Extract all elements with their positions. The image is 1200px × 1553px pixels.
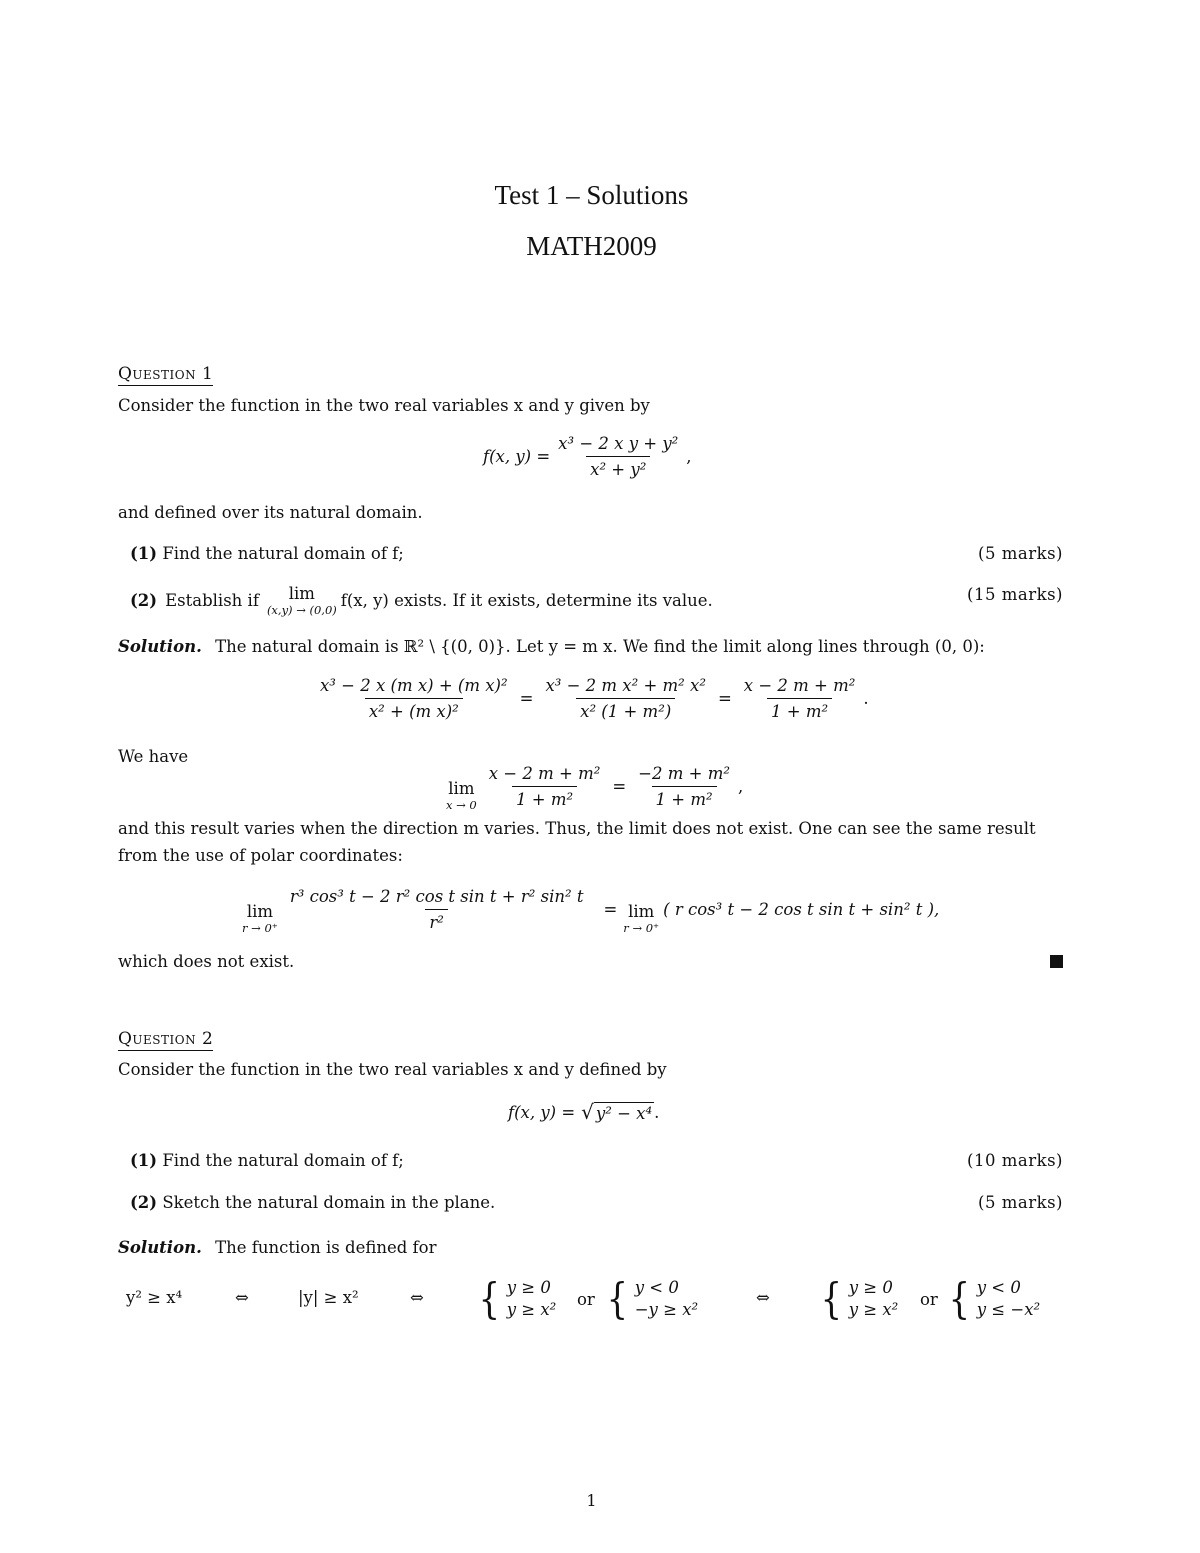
question2-part1 (130, 1151, 404, 1170)
part-text-post: f(x, y) exists. If it exists, determine its value. (340, 591, 713, 610)
limit-operator (623, 902, 659, 935)
equals-sign: = (519, 689, 534, 708)
chain-expr-2: |y| ≥ x² (298, 1288, 359, 1307)
equation-end: , (737, 777, 744, 796)
iff-icon: ⇔ (756, 1288, 770, 1307)
equals-sign: = (717, 689, 732, 708)
part-text: Find the natural domain of f; (162, 544, 404, 563)
part-label: (1) (130, 1151, 158, 1170)
question1-solution (118, 637, 985, 656)
question2-part2 (130, 1193, 495, 1212)
eq1-fraction-1-den: x² + (m x)² (365, 698, 463, 721)
question1-part2-marks: (15 marks) (967, 585, 1063, 604)
left-brace-icon: { (948, 1274, 971, 1323)
qed-square-icon (1050, 955, 1063, 968)
question2-part1-marks: (10 marks) (967, 1151, 1063, 1170)
page-title: Test 1 – Solutions (494, 180, 689, 210)
function-fraction (554, 434, 682, 479)
sys-line: y < 0 (634, 1278, 679, 1297)
question1-equation-2 (446, 761, 743, 812)
eq2-fraction-2-den: 1 + m² (652, 786, 717, 809)
question2-function (508, 1100, 659, 1124)
course-code: MATH2009 (526, 231, 657, 261)
eq2-fraction-2-num: −2 m + m² (638, 764, 730, 783)
question1-function (483, 434, 692, 479)
part-text: Sketch the natural domain in the plane. (162, 1193, 496, 1212)
left-brace-icon: { (606, 1274, 629, 1323)
solution-label: Solution. (118, 637, 202, 656)
limit-operator (242, 902, 278, 935)
function-radicand: y² − x⁴ (595, 1103, 653, 1123)
question1-heading: Question 1 (118, 364, 214, 384)
sqrt-icon: √ (581, 1100, 594, 1124)
eq2-fraction-1-num: x − 2 m + m² (488, 764, 601, 783)
lim-subscript: r → 0⁺ (623, 921, 660, 935)
iff-icon: ⇔ (410, 1288, 424, 1307)
part-label: (1) (130, 544, 158, 563)
function-tail: . (654, 1102, 660, 1122)
limit-operator (267, 584, 337, 617)
we-have-text: We have (118, 747, 189, 766)
question1-equation-3 (242, 884, 939, 935)
solution-text: The function is defined for (215, 1238, 437, 1257)
lim-subscript: x → 0 (446, 798, 477, 812)
left-brace-icon: { (478, 1274, 501, 1323)
page-number: 1 (586, 1491, 597, 1510)
function-lhs: f(x, y) = (483, 447, 551, 466)
chain-expr-1: y² ≥ x⁴ (126, 1288, 183, 1307)
solution-label: Solution. (118, 1238, 202, 1257)
lim-word: lim (246, 902, 274, 921)
function-tail: , (686, 447, 692, 466)
system-a (476, 1274, 557, 1323)
eq3-rhs: ( r cos³ t − 2 cos t sin t + sin² t ), (663, 900, 940, 919)
question2-solution (118, 1238, 436, 1257)
lim-subscript: (x,y) → (0,0) (266, 603, 337, 617)
limit-operator (446, 779, 477, 812)
question2-intro: Consider the function in the two real variables x and y defined by (118, 1060, 667, 1079)
system-d (946, 1274, 1041, 1323)
question1-part2 (130, 584, 713, 617)
system-c (818, 1274, 899, 1323)
question1-part1-marks: (5 marks) (978, 544, 1063, 563)
eq1-fraction-2-num: x³ − 2 m x² + m² x² (545, 676, 706, 695)
eq3-fraction-den: r² (425, 909, 448, 932)
question1-intro: Consider the function in the two real variables x and y given by (118, 396, 650, 415)
lim-word: lim (628, 902, 655, 921)
sys-line: y ≥ x² (848, 1300, 899, 1319)
function-denominator: x² + y² (586, 456, 650, 479)
sys-line: y < 0 (976, 1278, 1021, 1297)
function-lhs: f(x, y) = (508, 1102, 576, 1122)
part-text-pre: Establish if (165, 591, 259, 610)
part-label: (2) (130, 591, 158, 610)
eq1-fraction-2-den: x² (1 + m²) (576, 698, 675, 721)
equation-end: . (863, 689, 869, 708)
system-b (604, 1274, 699, 1323)
question1-domain-note: and defined over its natural domain. (118, 503, 423, 522)
or-word: or (920, 1290, 938, 1309)
equals-sign: = (603, 900, 618, 919)
sys-line: y ≥ 0 (506, 1278, 551, 1297)
sys-line: y ≥ 0 (848, 1278, 893, 1297)
or-word: or (577, 1290, 595, 1309)
eq3-fraction-num: r³ cos³ t − 2 r² cos t sin t + r² sin² t (289, 887, 584, 906)
sys-line: −y ≥ x² (634, 1300, 699, 1319)
left-brace-icon: { (820, 1274, 843, 1323)
question2-part2-marks: (5 marks) (978, 1193, 1063, 1212)
part-text: Find the natural domain of f; (162, 1151, 404, 1170)
eq2-fraction-1-den: 1 + m² (512, 786, 577, 809)
lim-subscript: r → 0⁺ (242, 921, 278, 935)
eq1-fraction-3-den: 1 + m² (767, 698, 832, 721)
sys-line: y ≥ x² (506, 1300, 557, 1319)
eq1-fraction-1-num: x³ − 2 x (m x) + (m x)² (320, 676, 508, 695)
question2-heading: Question 2 (118, 1029, 214, 1049)
question1-conclusion: which does not exist. (118, 952, 295, 971)
question1-part1 (130, 544, 404, 563)
iff-icon: ⇔ (235, 1288, 249, 1307)
function-numerator: x³ − 2 x y + y² (558, 434, 679, 453)
sys-line: y ≤ −x² (976, 1300, 1041, 1319)
question1-equation-1 (312, 676, 869, 721)
eq1-fraction-3-num: x − 2 m + m² (743, 676, 856, 695)
lim-word: lim (288, 584, 315, 603)
varies-paragraph: and this result varies when the direction m varies. Thus, the limit does not exist. One can see the same result from the use of polar coordinates: (118, 819, 1036, 865)
part-label: (2) (130, 1193, 158, 1212)
solution-text: The natural domain is ℝ² \ {(0, 0)}. Let y = m x. We find the limit along lines through (0, 0): (215, 637, 985, 656)
equals-sign: = (612, 777, 627, 796)
lim-word: lim (448, 779, 475, 798)
